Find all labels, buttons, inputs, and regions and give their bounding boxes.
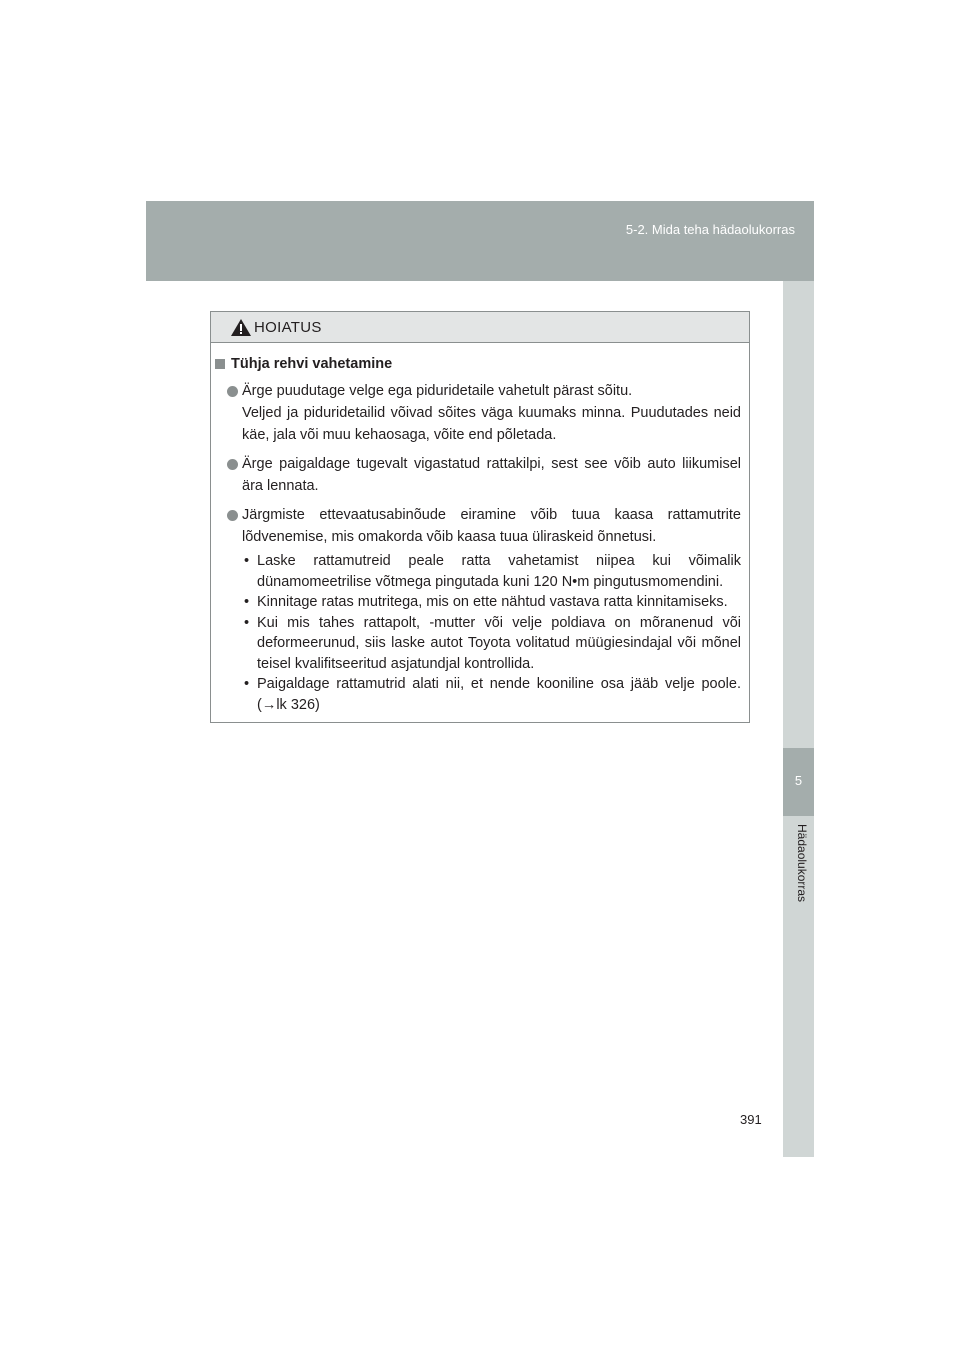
heading-text: Tühja rehvi vahetamine <box>231 356 393 372</box>
warning-title: HOIATUS <box>254 319 322 336</box>
bullet-item <box>215 453 741 497</box>
sub-bullet-icon: • <box>244 614 250 631</box>
sub-bullet-icon: • <box>244 594 250 610</box>
bullet-item <box>215 504 741 715</box>
side-strip <box>783 281 814 1157</box>
page-number: 391 <box>740 1112 762 1127</box>
sub-bullet-icon: • <box>244 553 250 569</box>
chapter-label: Hädaolukorras <box>795 824 809 903</box>
sub-item <box>242 592 741 613</box>
sub-item <box>242 674 741 715</box>
sub-item-text: Kui mis tahes rattapolt, -mutter või velje poldiava on mõranenud või deformeerunud, siis laske autot Toyota volitatud müügiesindajal või mõnel teisel kvalifitseeritud asjatundjal kontrollida. <box>257 614 741 672</box>
section-heading <box>215 354 741 374</box>
chapter-number: 5 <box>794 773 803 788</box>
sub-item <box>242 551 741 592</box>
square-bullet-icon <box>215 359 225 369</box>
sub-item <box>242 613 741 675</box>
round-bullet-icon <box>227 386 238 397</box>
sub-item-text: Paigaldage rattamutrid alati nii, et nende kooniline osa jääb velje poole. (→lk 326) <box>257 676 741 713</box>
header-band <box>146 201 814 281</box>
sub-item-text: Kinnitage ratas mutritega, mis on ette nähtud vastava ratta kinnitamiseks. <box>257 594 728 610</box>
warning-box <box>210 311 750 723</box>
bullet-text: Veljed ja piduridetailid võivad sõites väga kuumaks minna. Puudutades neid käe, jala või muu kehaosaga, võite end põletada. <box>242 405 741 443</box>
bullet-item <box>215 380 741 446</box>
section-title: 5-2. Mida teha hädaolukorras <box>625 222 795 237</box>
bullet-lead: Järgmiste ettevaatusabinõude eiramine võib tuua kaasa rattamutrite lõdvenemise, mis omakorda võib kaasa tuua üliraskeid õnnetusi. <box>242 507 741 545</box>
round-bullet-icon <box>227 459 238 470</box>
bullet-lead: Ärge puudutage velge ega piduridetaile vahetult pärast sõitu. <box>242 383 633 399</box>
round-bullet-icon <box>227 510 238 521</box>
sub-list <box>242 551 741 715</box>
chapter-tab <box>783 748 814 816</box>
warning-body <box>211 343 749 715</box>
warning-header <box>211 312 749 343</box>
sub-item-text: Laske rattamutreid peale ratta vahetamist niipea kui võimalik dünamomeetrilise võtmega pingutada kuni 120 N•m pingutusmomendini. <box>257 553 741 590</box>
warning-triangle-icon <box>231 319 251 336</box>
sub-bullet-icon: • <box>244 676 250 692</box>
bullet-lead: Ärge paigaldage tugevalt vigastatud rattakilpi, sest see võib auto liikumisel ära lennata. <box>242 456 741 494</box>
